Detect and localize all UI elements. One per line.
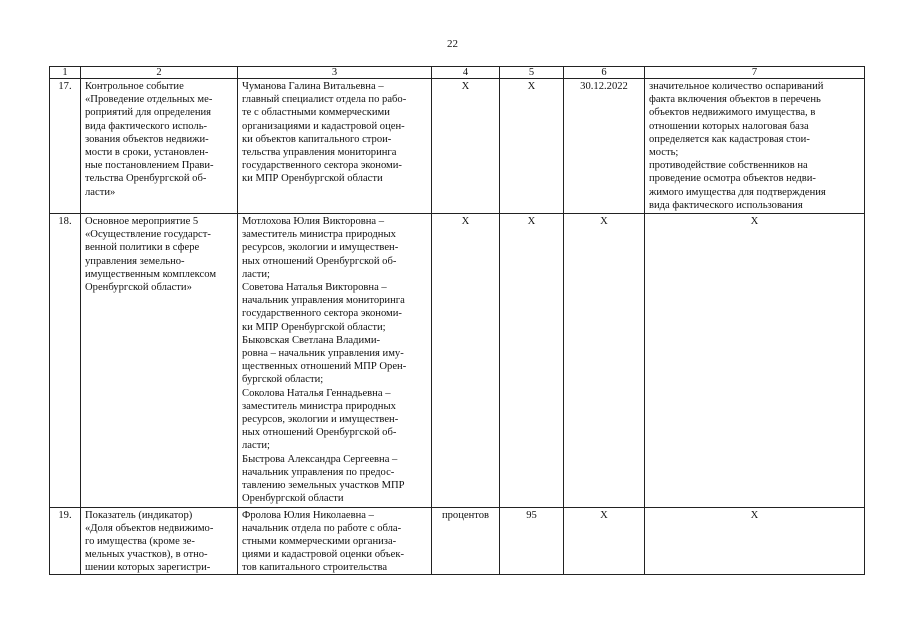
table-header-row [50,67,865,79]
row-number: 17. [50,79,81,214]
row-title: Контрольное событие «Проведение отдельных ме- роприятий для определения вида фактического исполь- зования объектов недвижи- мости в сроки, установлен- ные постановлением Прави- тельства Оренбургской об- ласти» [81,79,238,214]
row-title [81,507,238,574]
table-row [50,507,865,574]
row-title: Основное мероприятие 5 «Осуществление государст- венной политики в сфере управления земельно- имущественным комплексом Оренбургской области» [81,214,238,507]
column-header: 7 [645,67,865,79]
column-header: 4 [432,67,500,79]
column-header: 1 [50,67,81,79]
row-responsible: Мотлохова Юлия Викторовна – заместитель министра природных ресурсов, экологии и имуществен- ных отношений Оренбургской об- ласти; Советова Наталья Викторовна – начальник управления мониторинга государственного сектора экономи- ки МПР Оренбургской области; Быковская Светлана Владими- ровна – начальник управления иму- щественных отношений МПР Орен- бургской области; Соколова Наталья Геннадьевна – заместитель министра природных ресурсов, экологии и имуществен- ных отношений Оренбургской об- ласти; Быстрова Александра Сергеевна – начальник управления по предос- тавлению земельных участков МПР Оренбургской области [238,214,432,507]
plan-table [49,66,865,575]
row-deadline: 30.12.2022 [564,79,645,214]
row-risks: Х [645,214,865,507]
row-risks: значительное количество оспариваний факта включения объектов в перечень объектов недвижимого имущества, в отношении которых налоговая база определяется как кадастровая стои- мость; противодействие собственников на проведение осмотра объектов недви- жимого имущества для подтверждения вида фактического использования [645,79,865,214]
row-value: 95 [500,507,564,574]
table-row [50,79,865,214]
row-value: Х [500,79,564,214]
row-unit: Х [432,214,500,507]
column-header: 6 [564,67,645,79]
row-responsible-text: Фролова Юлия Николаевна – начальник отдела по работе с обла- стными коммерческими организа- циями и кадастровой оценки объек- тов капитального строительства [242,509,405,573]
row-deadline: Х [564,214,645,507]
row-title-text: Показатель (индикатор) «Доля объектов недвижимо- го имущества (кроме зе- мельных участков), в отно- шении которых зарегистри- [85,509,214,573]
row-risks: Х [645,507,865,574]
row-number: 18. [50,214,81,507]
row-unit: Х [432,79,500,214]
row-responsible: Чуманова Галина Витальевна – главный специалист отдела по рабо- те с областными коммерческими организациями и кадастровой оцен- ки объектов капитального строи- тельства управления мониторинга государственного сектора экономи- ки МПР Оренбургской области [238,79,432,214]
table-row [50,214,865,507]
row-number: 19. [50,507,81,574]
column-header: 3 [238,67,432,79]
column-header: 5 [500,67,564,79]
row-unit: процентов [432,507,500,574]
page-number: 22 [447,38,458,50]
row-responsible [238,507,432,574]
row-value: Х [500,214,564,507]
column-header: 2 [81,67,238,79]
row-deadline: Х [564,507,645,574]
